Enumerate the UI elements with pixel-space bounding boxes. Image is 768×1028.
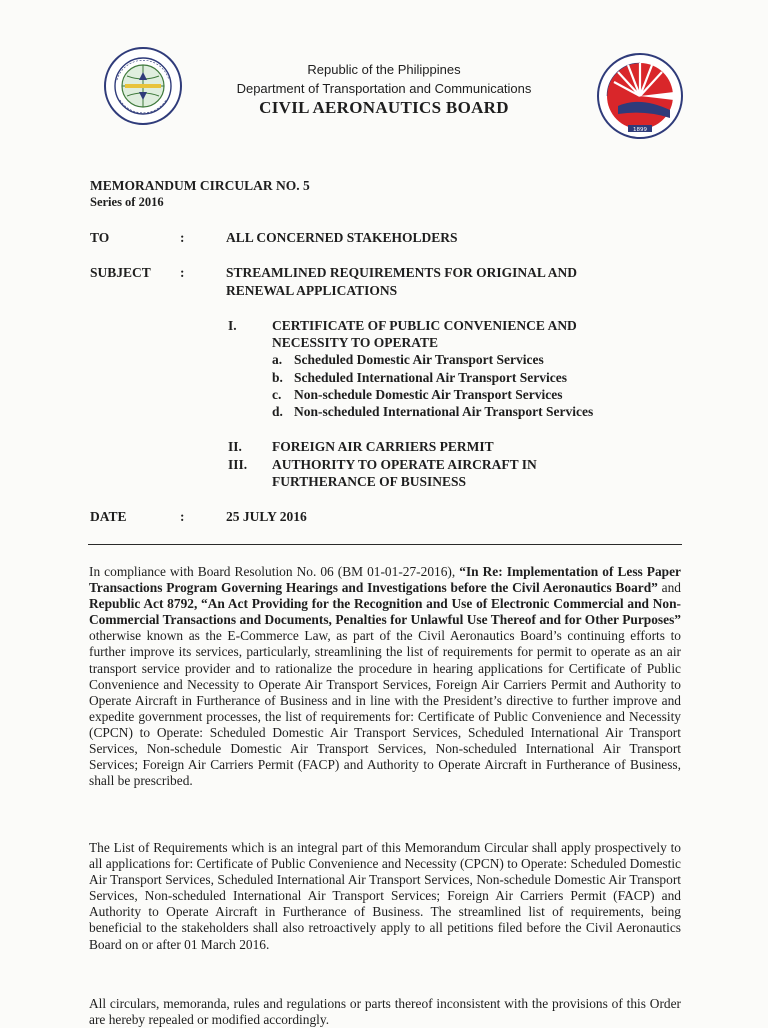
subitem-text: Non-schedule Domestic Air Transport Services — [294, 387, 563, 402]
subitem-letter: a. — [272, 352, 283, 367]
subitem-letter: d. — [272, 404, 283, 419]
to-label: TO — [90, 230, 110, 245]
date-colon: : — [180, 509, 185, 524]
header-divider — [88, 544, 682, 545]
body-paragraph-1 — [89, 564, 681, 789]
subject-line-2: RENEWAL APPLICATIONS — [226, 283, 398, 298]
p1-text-2: and — [657, 580, 681, 596]
memo-title: MEMORANDUM CIRCULAR NO. 5 — [90, 178, 310, 193]
subitem-letter: b. — [272, 370, 283, 385]
item-line-2: NECESSITY TO OPERATE — [272, 335, 439, 350]
memo-series: Series of 2016 — [90, 195, 164, 209]
date-value: 25 JULY 2016 — [226, 509, 307, 524]
subitem-text: Scheduled Domestic Air Transport Services — [294, 352, 544, 367]
to-colon: : — [180, 230, 185, 245]
body-paragraph-3: All circulars, memoranda, rules and regulations or parts thereof inconsistent with the provisions of this Order are hereby repealed or modified accordingly. — [89, 996, 681, 1028]
p1-bold-1: “In Re: Implementation of Less Paper Transactions Program Governing Hearings and Investigations before the Civil Aeronautics Board” — [89, 564, 681, 596]
p1-bold-2: Republic Act 8792, “An Act Providing for the Recognition and Use of Electronic Commercial and Non-Commercial Transactions and Documents, Penalties for Unlawful Use Thereof and for Other Purposes” — [89, 596, 681, 628]
p1-text-3: otherwise known as the E-Commerce Law, as part of the Civil Aeronautics Board’s continuing efforts to further improve its services, particularly, streamlining the list of requirements for permit to operate as an air transport service provider and to rationalize the procedure in hearing applications for Certificate of Public Convenience and Necessity to Operate Air Transport Services, Foreign Air Carriers Permit and Authority to Operate Aircraft in Furtherance of Business and in line with the President’s directive to further improve and expedite government processes, the list of requirements for: Certificate of Public Convenience and Necessity (CPCN) to Operate: Scheduled Domestic Air Transport Services, Scheduled International Air Transport Services, Non-schedule Domestic Air Transport Services, Non-scheduled International Air Transport Services; Foreign Air Carriers Permit (FACP) and Authority to Operate Aircraft in Furtherance of Business, shall be prescribed. — [89, 628, 681, 789]
subject-colon: : — [180, 265, 185, 280]
item-number: III. — [228, 457, 248, 472]
seal-year: 1899 — [633, 127, 647, 133]
subitem-letter: c. — [272, 387, 282, 402]
item-line-1: CERTIFICATE OF PUBLIC CONVENIENCE AND — [272, 318, 577, 333]
letterhead-department: Department of Transportation and Communications — [236, 81, 532, 96]
date-label: DATE — [90, 509, 127, 524]
body-paragraph-2: The List of Requirements which is an integral part of this Memorandum Circular shall apply prospectively to all applications for: Certificate of Public Convenience and Necessity (CPCN) to Operate: Scheduled Domestic Air Transport Services, Scheduled International Air Transport Services, Non-schedule Domestic Air Transport Services, Non-scheduled International Air Transport Services; Foreign Air Carriers Permit (FACP) and Authority to Operate Aircraft in Furtherance of Business. The streamlined list of requirements, being beneficial to the stakeholders shall also retroactively apply to all petitions filed before the Civil Aeronautics Board on or after 01 March 2016. — [89, 840, 681, 952]
p1-text-1: In compliance with Board Resolution No. 06 (BM 01-01-27-2016), — [89, 564, 460, 579]
item-number: II. — [228, 439, 242, 454]
item-number: I. — [228, 318, 237, 333]
item-line-2: FURTHERANCE OF BUSINESS — [272, 474, 467, 489]
to-value: ALL CONCERNED STAKEHOLDERS — [226, 230, 458, 245]
subject-line-1: STREAMLINED REQUIREMENTS FOR ORIGINAL AND — [226, 265, 578, 280]
subitem-text: Non-scheduled International Air Transport Services — [294, 404, 594, 419]
letterhead-agency: CIVIL AERONAUTICS BOARD — [259, 98, 509, 117]
subitem-text: Scheduled International Air Transport Services — [294, 370, 568, 385]
item-line-1: FOREIGN AIR CARRIERS PERMIT — [272, 439, 494, 454]
letterhead-republic: Republic of the Philippines — [307, 62, 461, 77]
subject-label: SUBJECT — [90, 265, 151, 280]
item-line-1: AUTHORITY TO OPERATE AIRCRAFT IN — [272, 457, 537, 472]
